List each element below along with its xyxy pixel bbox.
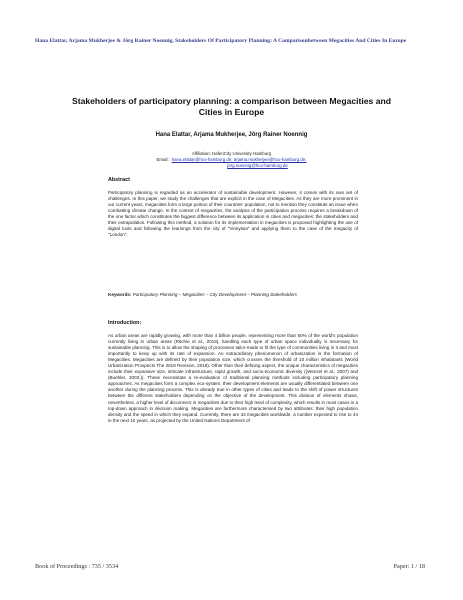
abstract-heading: Abstract	[108, 177, 130, 183]
introduction-heading: Introduction:	[108, 320, 142, 326]
email-link-primary[interactable]: hana.elattar@hcu-hamburg.de; arjama.mukherjee@hcu-hamburg.de;	[171, 157, 307, 162]
running-header: Hana Elattar, Arjama Mukherjee & Jörg Rainer Noennig, Stakeholders Of Participatory Planning: A Comparisonbetween Megacities And Cities In Europe	[35, 38, 407, 44]
affiliation: Affiliation: HafenCity University Hamburg	[191, 151, 272, 156]
email-label: Email:	[156, 157, 169, 162]
keywords-label: Keywords	[108, 292, 130, 297]
introduction-text: As urban areas are rapidly growing, with more than 4 billion people, representing more than 50% of the world's population currently living in urban areas (Ritchie et al., 2018), handling each type of urban space individually is necessary for sustainable planning. This is to allow the shaping of processes tailor-made to fit the type of communities living in it and most importantly to keep up with its rate of expansion. An extraordinary phenomenon of urbanization is the formation of Megacities. Megacities are defined by their population size, which crosses the threshold of 10 million inhabitants (World Urbanization Prospects The 2018 Revision, 2018). Other than their defining aspect, the unique characteristics of megacities include their expansive size, intricate infrastructure, rapid growth, and socio-economic diversity ((Wenzel et al., 2007) and (Buehler, 2003.)). These necessitate a re-evaluation of traditional planning methods including participatory planning approaches. As megacities form a complex eco-system, their development elements are usually differentiated between one another during the planning process. This is already true in other types of cities and leads to the shift of power structures between the different stakeholders depending on the objective of the development. This division of elements shows, nevertheless, a higher level of disconnect in megacities due to their high level of complexity, which results in most cases in a top-down approach in decision making. Megacities are furthermore characterised by two attributes: their high population density and the speed in which they expand. Currently, there are 33 megacities worldwide, a number expected to rise to 44 in the next 10 years, as projected by the United Nations Department of	[108, 333, 358, 423]
keywords: Keywords: Participatory Planning – Megacities – City Development – Planning Stakeholders	[108, 292, 297, 297]
email-block	[60, 157, 403, 169]
keywords-text: Participatory Planning – Megacities – City Development – Planning Stakeholders	[132, 292, 297, 297]
paper-title: Stakeholders of participatory planning: a comparison between Megacities and Cities in Europe	[72, 96, 391, 117]
abstract-text: Participatory planning is regarded as an accelerator of sustainable development. However, it comes with its own set of challenges. In this paper, we study the challenges that are explicit in the case of Megacities. As they are more prominent in our current years, megacities form a large portion of their countries' population, not to mention they constitute an issue when combatting climate change. In the context of megacities, the analysis of the participation process requires a breakdown of the one factor which constitutes the biggest difference between its application in cities and megacities: the stakeholders and their extrapolation. Following this method, a solution for its implementation in megacities is proposed highlighting the use of digital tools and following the learnings from the city of "Vinnytsia" and applying them to the case of the megacity of "London".	[108, 190, 358, 238]
author-list: Hana Elattar, Arjama Mukherjee, Jörg Rainer Noennig	[155, 132, 308, 138]
footer-proceedings: Book of Proceedings : 735 / 3534	[35, 563, 119, 570]
email-row-secondary	[60, 163, 403, 169]
footer-page-number: Paper: 1 / 18	[393, 563, 425, 570]
email-link-secondary[interactable]: jörg.noennig@hcu-hamburg.de	[227, 163, 288, 168]
